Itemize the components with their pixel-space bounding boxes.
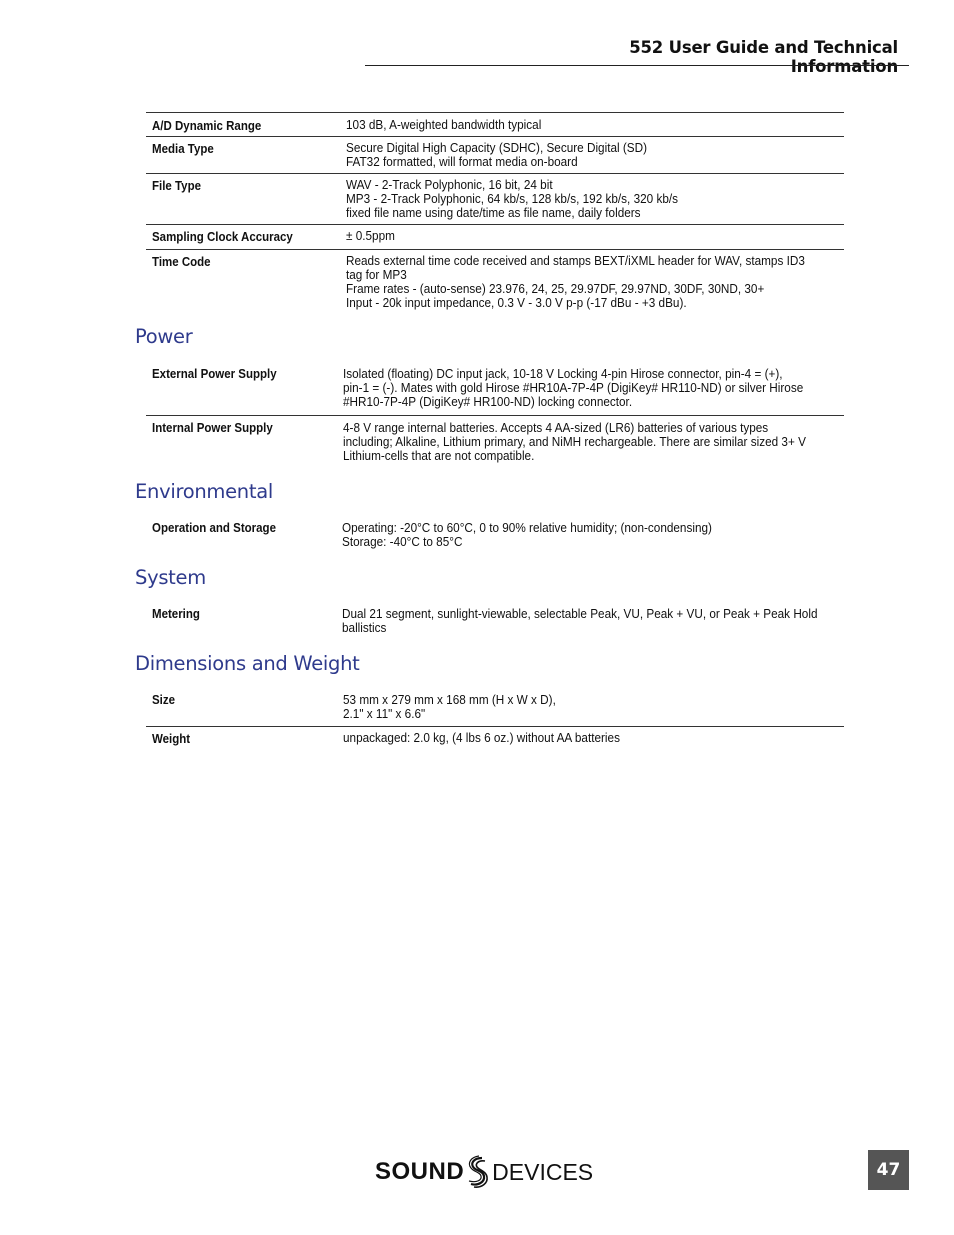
spec-row (146, 250, 844, 316)
spec-label: Media Type (152, 142, 214, 156)
section-heading-power: Power (135, 325, 193, 348)
spec-value: Secure Digital High Capacity (SDHC), Secure Digital (SD) FAT32 formatted, will format media on-board (346, 141, 648, 169)
spec-row (146, 362, 844, 416)
section-heading-system: System (135, 566, 206, 589)
spec-value: Reads external time code received and stamps BEXT/iXML header for WAV, stamps ID3 tag for MP3 Frame rates - (auto-sense) 23.976, 24, 25, 29.97DF, 29.97ND, 30DF, 30ND, 30+ Input - 20k input impedance, 0.3 V - 3.0 V p-p (-17 dBu - +3 dBu). (346, 254, 805, 310)
spec-row (146, 112, 844, 137)
spec-label: Metering (152, 607, 200, 621)
page-number: 47 (868, 1150, 909, 1190)
spec-row (146, 174, 844, 225)
logo-word-sound: SOUND (375, 1158, 465, 1185)
spec-label: Weight (152, 732, 191, 746)
spec-label: File Type (152, 179, 202, 193)
spec-row (146, 602, 844, 642)
header-rule (365, 65, 909, 66)
spec-label: A/D Dynamic Range (152, 119, 262, 133)
spec-row (146, 137, 844, 174)
spec-label: External Power Supply (152, 367, 277, 381)
spec-value: 4-8 V range internal batteries. Accepts 4 AA-sized (LR6) batteries of various types including; Alkaline, Lithium primary, and NiMH rechargeable. There are similar sized 3+ V Lithium-cells that are not compatible. (343, 421, 806, 463)
spec-row (146, 516, 844, 556)
logo-word-devices: DEVICES (492, 1158, 594, 1185)
spec-value: Dual 21 segment, sunlight-viewable, selectable Peak, VU, Peak + VU, or Peak + Peak Hold ballistics (342, 607, 818, 635)
spec-label: Size (152, 693, 176, 707)
spec-value: 53 mm x 279 mm x 168 mm (H x W x D), 2.1" x 11" x 6.6" (343, 693, 556, 721)
spec-value: Isolated (floating) DC input jack, 10-18 V Locking 4-pin Hirose connector, pin-4 = (+), pin-1 = (-). Mates with gold Hirose #HR10A-7P-4P (DigiKey# HR110-ND) or silver Hirose #HR10-7P-4P (DigiKey# HR100-ND) locking connector. (343, 367, 804, 409)
environmental-specs-table (146, 516, 844, 556)
spec-label: Internal Power Supply (152, 421, 273, 435)
power-specs-table (146, 362, 844, 470)
spec-label: Time Code (152, 255, 211, 269)
sound-devices-logo-icon (465, 1155, 491, 1189)
media-specs-table (146, 112, 844, 316)
spec-row (146, 225, 844, 250)
section-heading-dimensions: Dimensions and Weight (135, 652, 360, 675)
spec-row (146, 416, 844, 470)
spec-value: unpackaged: 2.0 kg, (4 lbs 6 oz.) without AA batteries (343, 731, 620, 745)
section-heading-environmental: Environmental (135, 480, 273, 503)
spec-label: Sampling Clock Accuracy (152, 230, 293, 244)
spec-value: 103 dB, A-weighted bandwidth typical (346, 118, 542, 132)
sound-devices-logo (375, 1152, 593, 1192)
spec-label: Operation and Storage (152, 521, 276, 535)
system-specs-table (146, 602, 844, 642)
spec-value: ± 0.5ppm (346, 229, 395, 243)
spec-row (146, 688, 844, 727)
page-header-title: 552 User Guide and Technical Information (629, 38, 898, 76)
spec-row (146, 727, 844, 757)
dimensions-specs-table (146, 688, 844, 757)
spec-value: WAV - 2-Track Polyphonic, 16 bit, 24 bit MP3 - 2-Track Polyphonic, 64 kb/s, 128 kb/s, 192 kb/s, 320 kb/s fixed file name using date/time as file name, daily folders (346, 178, 678, 220)
spec-value: Operating: -20°C to 60°C, 0 to 90% relative humidity; (non-condensing) Storage: -40°C to 85°C (342, 521, 712, 549)
